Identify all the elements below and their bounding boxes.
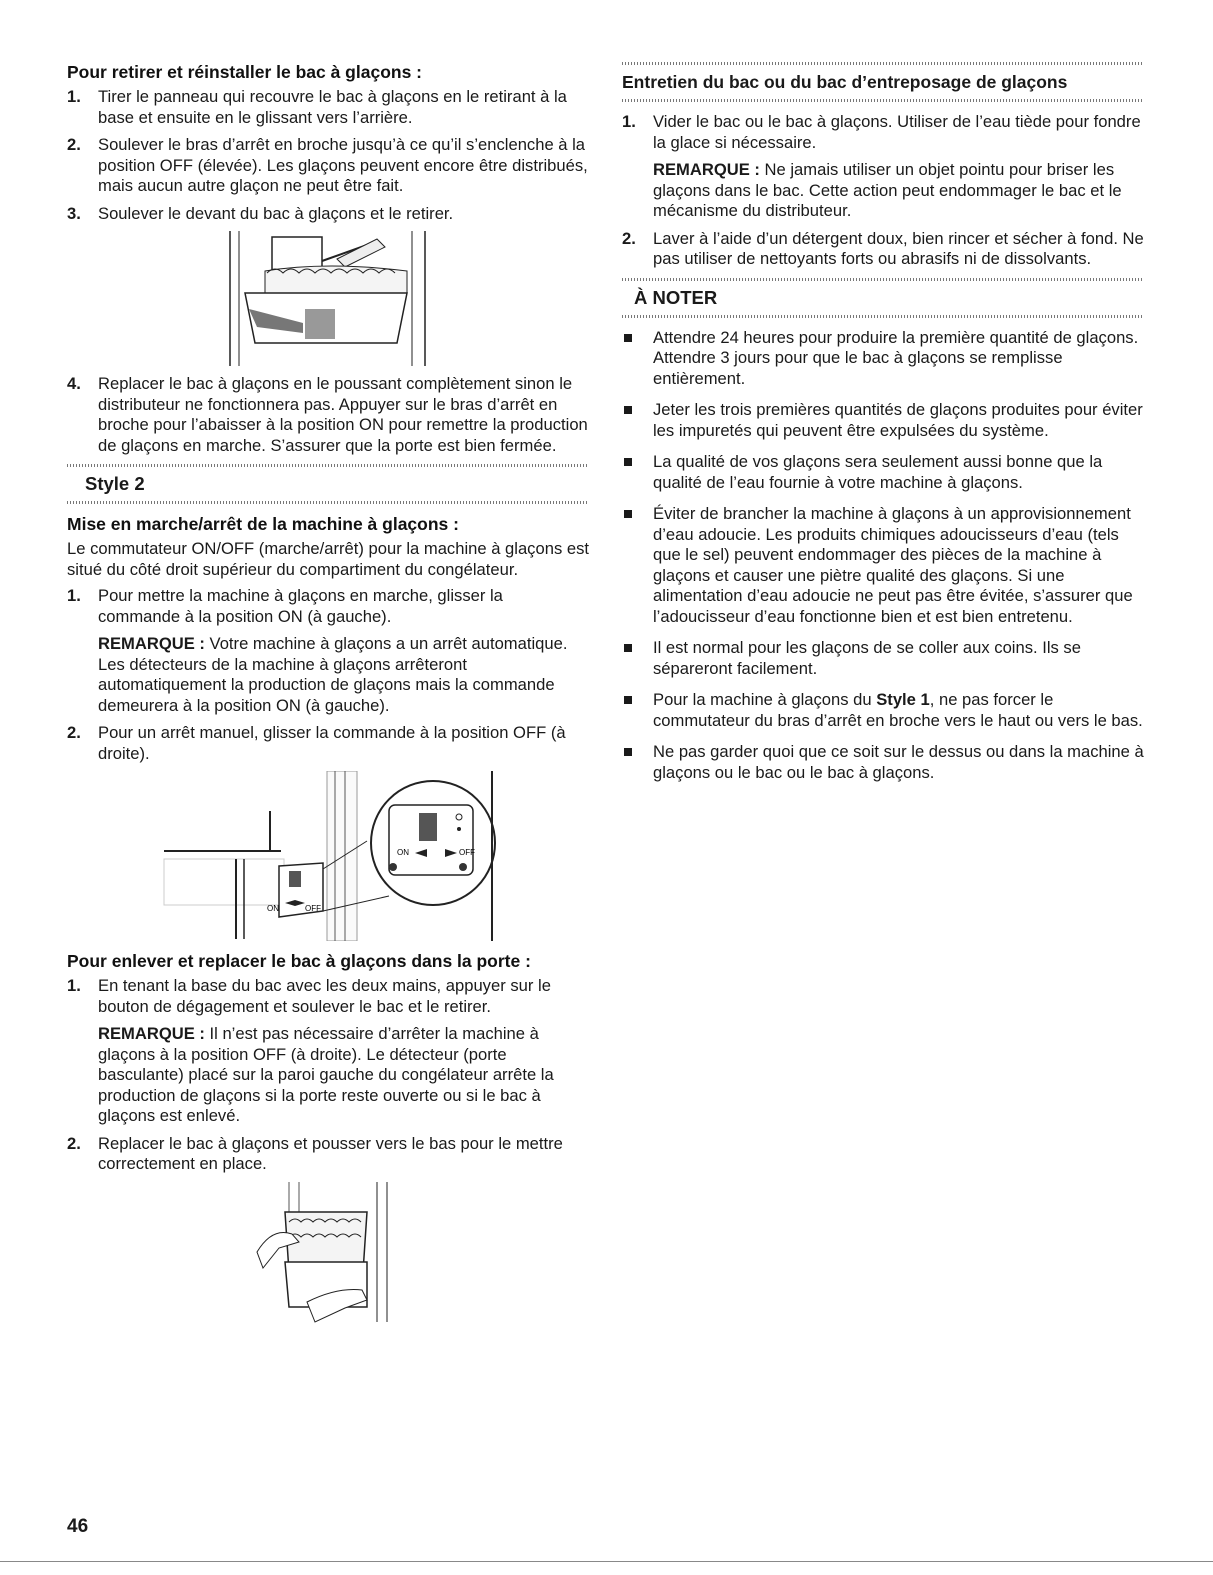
step-text: Pour mettre la machine à glaçons en marche, glisser la commande à la position ON (à gauche). [98, 586, 503, 626]
ice-bin-illustration [67, 231, 589, 366]
step-text: Vider le bac ou le bac à glaçons. Utiliser de l’eau tiède pour fondre la glace si nécessaire. [653, 112, 1141, 152]
remove-reinstall-step-4 [67, 374, 589, 456]
bullet-square-icon [624, 748, 632, 756]
bullet-text: Jeter les trois premières quantités de glaçons produites pour éviter les impuretés qui peuvent être expulsées du système. [653, 400, 1143, 440]
list-item [622, 638, 1144, 679]
list-item [622, 112, 1144, 222]
note-text: Il n’est pas nécessaire d’arrêter la machine à glaçons à la position OFF (à droite). Le détecteur (porte basculante) placé sur la paroi gauche du congélateur arrête la production de glaçons si la porte reste ouverte ou si le bac à glaçons est enlevé. [98, 1024, 554, 1125]
maintenance-steps [622, 112, 1144, 270]
step-text: Replacer le bac à glaçons en le poussant complètement sinon le distributeur ne fonctionnera pas. Appuyer sur le bras d’arrêt en broche pour l’abaisser à la position ON pour remettre la production de glaçons en marche. S’assurer que la porte est bien fermée. [98, 374, 588, 455]
step-text: Replacer le bac à glaçons et pousser vers le bas pour le mettre correctement en place. [98, 1133, 563, 1173]
list-item [67, 135, 589, 197]
step-text: En tenant la base du bac avec les deux mains, appuyer sur le bouton de dégagement et soulever le bac et le retirer. [98, 976, 551, 1016]
small-on-label: ON [267, 904, 279, 913]
bullet-square-icon [624, 334, 632, 342]
section-title-on-off: Mise en marche/arrêt de la machine à glaçons : [67, 514, 459, 534]
list-item [67, 204, 589, 225]
list-item [67, 723, 589, 764]
banner-title: À NOTER [634, 286, 718, 308]
note-text: Votre machine à glaçons a un arrêt automatique. Les détecteurs de la machine à glaçons arrêteront automatiquement la production de glaçons mais la commande demeurera à la position ON (à gauche). [98, 634, 568, 715]
page-number: 46 [67, 1516, 89, 1537]
list-item [622, 504, 1144, 627]
maintenance-banner [622, 62, 1144, 102]
right-column [622, 62, 1144, 794]
note [98, 634, 589, 716]
step-text: Tirer le panneau qui recouvre le bac à glaçons en le retirant à la base et ensuite en le glissant vers l’arrière. [98, 87, 567, 127]
list-item [67, 87, 589, 128]
step-text: Pour un arrêt manuel, glisser la commande à la position OFF (à droite). [98, 723, 566, 763]
step-number: 1. [67, 87, 81, 106]
step-number: 1. [622, 112, 636, 131]
bullet-square-icon [624, 696, 632, 704]
list-item [67, 1134, 589, 1175]
step-number: 2. [622, 228, 636, 248]
step-number: 3. [67, 203, 81, 223]
list-item [622, 328, 1144, 390]
note [98, 1024, 589, 1127]
left-column [67, 62, 589, 1342]
note-label: REMARQUE : [653, 160, 760, 179]
bullet-text: Il est normal pour les glaçons de se coller aux coins. Ils se sépareront facilement. [653, 638, 1081, 678]
bullet-square-icon [624, 510, 632, 518]
step-text: Laver à l’aide d’un détergent doux, bien rincer et sécher à fond. Ne pas utiliser de nettoyants forts ou abrasifs ni de dissolvants. [653, 228, 1144, 268]
note-text: Ne jamais utiliser un objet pointu pour briser les glaçons dans le bac. Cette action peut endommager le bac et le mécanisme du distributeur. [653, 160, 1122, 220]
step-number: 4. [67, 374, 81, 393]
small-off-label: OFF [305, 904, 321, 913]
bullet-square-icon [624, 644, 632, 652]
list-item [622, 400, 1144, 441]
bullet-bold-text: Style 1 [876, 690, 930, 709]
step-number: 2. [67, 723, 81, 742]
step-number: 2. [67, 1133, 81, 1153]
list-item [622, 690, 1144, 731]
step-number: 1. [67, 976, 81, 995]
bullet-square-icon [624, 458, 632, 466]
bullet-square-icon [624, 406, 632, 414]
bottom-rule [0, 1561, 1213, 1562]
bullet-text: Attendre 24 heures pour produire la première quantité de glaçons. Attendre 3 jours pour que le bac à glaçons se remplisse entièrement. [653, 327, 1139, 388]
a-noter-banner [622, 278, 1144, 318]
on-off-steps [67, 586, 589, 764]
list-item [67, 976, 589, 1127]
note-label: REMARQUE : [98, 634, 205, 653]
bullet-text: La qualité de vos glaçons sera seulement aussi bonne que la qualité de l’eau fournie à votre machine à glaçons. [653, 452, 1103, 492]
banner-title: Entretien du bac ou du bac d’entreposage de glaçons [622, 72, 1068, 92]
on-off-switch-illustration [67, 771, 589, 941]
bullet-text: , ne pas forcer le commutateur du bras d’arrêt en broche vers le haut ou vers le bas. [653, 690, 1143, 730]
note-label: REMARQUE : [98, 1024, 205, 1043]
door-bin-illustration [67, 1182, 589, 1332]
step-number: 2. [67, 135, 81, 154]
list-item [67, 586, 589, 716]
section-title-door-bin: Pour enlever et replacer le bac à glaçons dans la porte : [67, 951, 531, 971]
on-off-intro: Le commutateur ON/OFF (marche/arrêt) pour la machine à glaçons est situé du côté droit supérieur du compartiment du congélateur. [67, 539, 589, 579]
zoom-on-label: ON [397, 848, 409, 857]
list-item [622, 452, 1144, 493]
step-text: Soulever le bras d’arrêt en broche jusqu’à ce qu’il s’enclenche à la position OFF (élevée). Les glaçons peuvent encore être distribués, mais aucun autre glaçon ne peut être fait. [98, 135, 588, 195]
step-text: Soulever le devant du bac à glaçons et le retirer. [98, 203, 454, 223]
note [653, 160, 1144, 222]
step-number: 1. [67, 586, 81, 605]
style-2-banner [67, 464, 589, 504]
bullet-text: Ne pas garder quoi que ce soit sur le dessus ou dans la machine à glaçons ou le bac ou le bac à glaçons. [653, 742, 1144, 782]
door-bin-steps [67, 976, 589, 1175]
zoom-off-label: OFF [459, 848, 475, 857]
a-noter-list [622, 328, 1144, 784]
bullet-text: Pour la machine à glaçons du [653, 690, 877, 709]
banner-title: Style 2 [85, 473, 145, 494]
section-title-remove-reinstall: Pour retirer et réinstaller le bac à glaçons : [67, 62, 422, 82]
list-item [622, 229, 1144, 270]
list-item [67, 374, 589, 456]
list-item [622, 742, 1144, 783]
bullet-text: Éviter de brancher la machine à glaçons à un approvisionnement d’eau adoucie. Les produits chimiques adoucisseurs d’eau (tels que le sel) peuvent endommager des pièces de la machine à glaçons et causer une piètre qualité des glaçons. Si une alimentation d’eau adoucie ne peut pas être évitée, s’assurer que l’adoucisseur d’eau fonctionne bien et est bien entretenu. [653, 504, 1133, 626]
remove-reinstall-steps [67, 87, 589, 224]
